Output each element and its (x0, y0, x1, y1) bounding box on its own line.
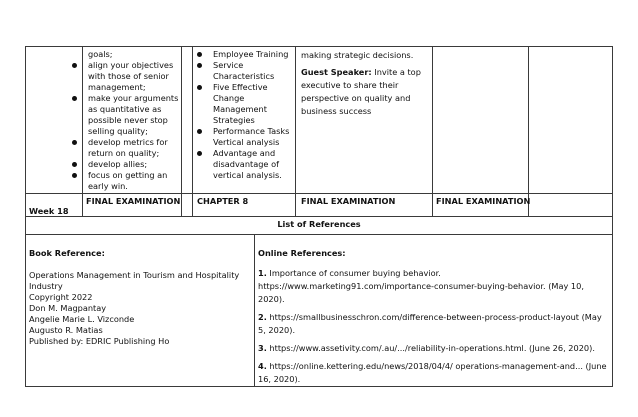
book-title: Operations Management in Tourism and Hospitality Industry (29, 270, 240, 291)
column-divider-4 (295, 46, 296, 216)
online-references-cell (258, 248, 608, 391)
final-exam-cell: FINAL EXAMINATION (301, 196, 396, 206)
list-item: Advantage and disadvantage of vertical analysis. (195, 148, 293, 181)
objectives-list (70, 60, 180, 192)
continued-text: making strategic decisions. (301, 50, 414, 60)
list-item: make your arguments as quantitative as possible never stop selling quality; (70, 93, 180, 137)
column-divider-5 (432, 46, 433, 216)
objectives-cell (70, 49, 180, 192)
book-copyright: Copyright 2022 (29, 292, 93, 302)
row-divider-week18 (25, 193, 613, 194)
list-item: Performance Tasks Vertical analysis (195, 126, 293, 148)
online-reference-item: 3. https://www.assetivity.com/.au/.../reliability-in-operations.html. (June 26, 2020). (258, 343, 595, 353)
continued-text: goals; (88, 49, 113, 59)
references-column-divider (254, 234, 255, 386)
column-divider-6 (528, 46, 529, 216)
column-divider-2 (181, 46, 182, 216)
table-right-border (612, 46, 613, 387)
activities-cell (301, 49, 421, 118)
chapter-cell: CHAPTER 8 (197, 196, 249, 206)
book-author: Don M. Magpantay (29, 303, 107, 313)
book-reference-cell (29, 248, 251, 347)
list-item: Employee Training (195, 49, 293, 60)
topics-list (195, 49, 293, 181)
final-exam-cell: FINAL EXAMINATION (86, 196, 181, 206)
list-item: develop metrics for return on quality; (70, 137, 180, 159)
list-item: align your objectives with those of senior management; (70, 60, 180, 93)
online-reference-item: 1. Importance of consumer buying behavior. https://www.marketing91.com/importance-consumer-buying-behavior. (May 10, 2020). (258, 268, 584, 304)
table-top-border (25, 46, 613, 47)
guest-speaker-label: Guest Speaker: (301, 67, 372, 77)
online-reference-item: 2. https://smallbusinesschron.com/difference-between-process-product-layout (May 5, 2020). (258, 312, 602, 335)
table-left-border (25, 46, 26, 387)
topics-cell (195, 49, 293, 181)
list-item: Service Characteristics (195, 60, 293, 82)
list-item: Five Effective Change Management Strategies (195, 82, 293, 126)
book-reference-heading: Book Reference: (29, 248, 105, 258)
row-divider-references-title (25, 216, 613, 217)
online-references-heading: Online References: (258, 248, 346, 258)
book-author: Augusto R. Matias (29, 325, 103, 335)
book-publisher: Published by: EDRIC Publishing Ho (29, 336, 170, 346)
references-title: List of References (277, 219, 361, 229)
week-label: Week 18 (29, 206, 69, 216)
list-item: develop allies; (70, 159, 180, 170)
online-reference-item: 4. https://online.kettering.edu/news/2018/04/4/ operations-management-and... (June 16, 2020). (258, 361, 607, 384)
guest-speaker-text: Invite a top executive to share their perspective on quality and business success (301, 67, 421, 116)
final-exam-cell: FINAL EXAMINATION (436, 196, 531, 206)
column-divider-3 (192, 46, 193, 216)
book-author: Angelie Marie L. Vizconde (29, 314, 135, 324)
row-divider-references-body (25, 234, 613, 235)
list-item: focus on getting an early win. (70, 170, 180, 192)
guest-speaker-paragraph (301, 66, 421, 118)
